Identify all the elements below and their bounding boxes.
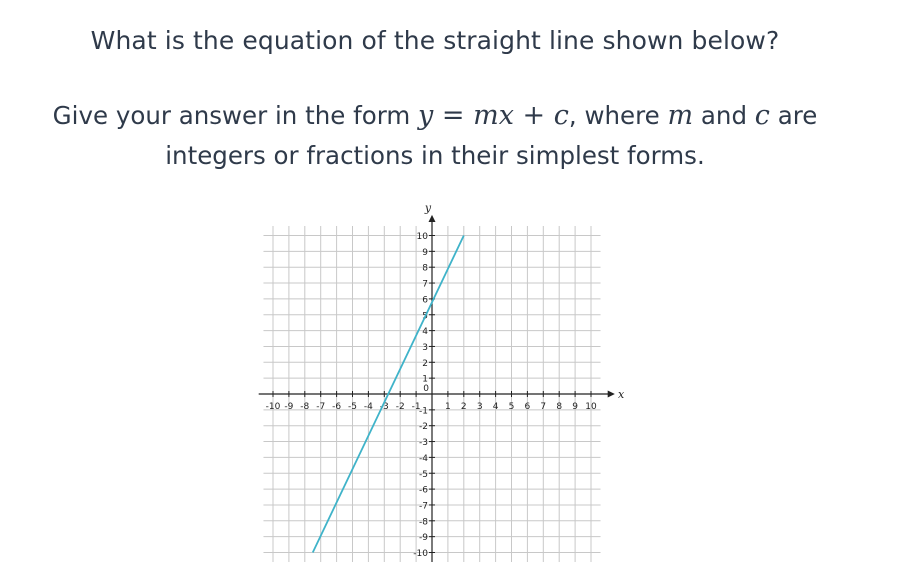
x-tick-label: -2	[395, 402, 405, 412]
eq-mx: mx	[473, 100, 514, 131]
x-tick-label: 3	[476, 402, 483, 412]
m-variable: m	[667, 100, 694, 131]
y-tick-label: 1	[422, 374, 428, 385]
y-axis-arrow-icon	[429, 215, 436, 222]
x-axis-label: x	[618, 388, 625, 401]
x-tick-label: -9	[284, 402, 294, 412]
y-tick-label: 10	[416, 232, 428, 242]
y-tick-label: -4	[419, 453, 428, 464]
x-tick-label: 1	[445, 402, 451, 412]
eq-y: y	[418, 100, 434, 131]
y-tick-label: -1	[419, 406, 428, 417]
x-tick-label: -10	[265, 402, 281, 412]
x-tick-label: -8	[300, 402, 310, 412]
y-tick-label: -7	[419, 501, 428, 512]
y-tick-label: 7	[422, 279, 428, 290]
instruction-text-2: , where	[568, 101, 668, 130]
y-tick-label: -3	[419, 438, 428, 449]
eq-plus: +	[522, 100, 546, 131]
x-tick-label: 6	[524, 402, 531, 412]
instruction-text-3: and	[693, 101, 755, 130]
y-tick-label: -6	[419, 485, 428, 496]
x-tick-label: 5	[508, 402, 515, 412]
y-tick-label: -2	[419, 422, 428, 433]
x-axis-arrow-icon	[608, 391, 615, 398]
x-tick-label: 8	[556, 402, 563, 412]
x-tick-label: -7	[316, 402, 326, 412]
x-tick-label: 9	[572, 402, 578, 412]
x-tick-label: 10	[585, 402, 597, 412]
instruction-text-5: integers or fractions in their simplest forms.	[165, 141, 705, 170]
y-tick-label: 5	[422, 311, 428, 322]
c-variable: c	[754, 100, 770, 131]
y-tick-label: 4	[422, 327, 428, 338]
origin-label: 0	[423, 384, 429, 394]
y-tick-label: 9	[422, 247, 428, 258]
x-tick-label: 4	[492, 402, 499, 412]
instruction-text-1: Give your answer in the form	[52, 101, 419, 130]
eq-equals: =	[441, 100, 465, 131]
y-tick-label: -10	[413, 549, 428, 559]
eq-c: c	[553, 100, 569, 131]
y-tick-label: 3	[422, 342, 428, 353]
x-tick-label: -5	[348, 402, 357, 412]
instruction-text-4: are	[769, 101, 818, 130]
x-tick-label: 7	[540, 402, 547, 412]
x-tick-label: -4	[363, 402, 373, 412]
y-axis-label: y	[424, 201, 432, 215]
y-tick-label: -8	[419, 517, 428, 528]
x-tick-label: 2	[460, 402, 467, 412]
x-tick-label: -6	[332, 402, 342, 412]
y-tick-label: -5	[419, 469, 428, 480]
y-tick-label: 2	[422, 358, 428, 369]
x-tick-label: -3	[379, 402, 389, 412]
y-tick-label: 8	[422, 263, 428, 274]
y-tick-label: -9	[419, 533, 428, 544]
x-tick-label: -1	[411, 402, 421, 412]
y-tick-label: 6	[422, 295, 428, 306]
question-line-1: What is the equation of the straight line shown below?	[90, 26, 780, 55]
